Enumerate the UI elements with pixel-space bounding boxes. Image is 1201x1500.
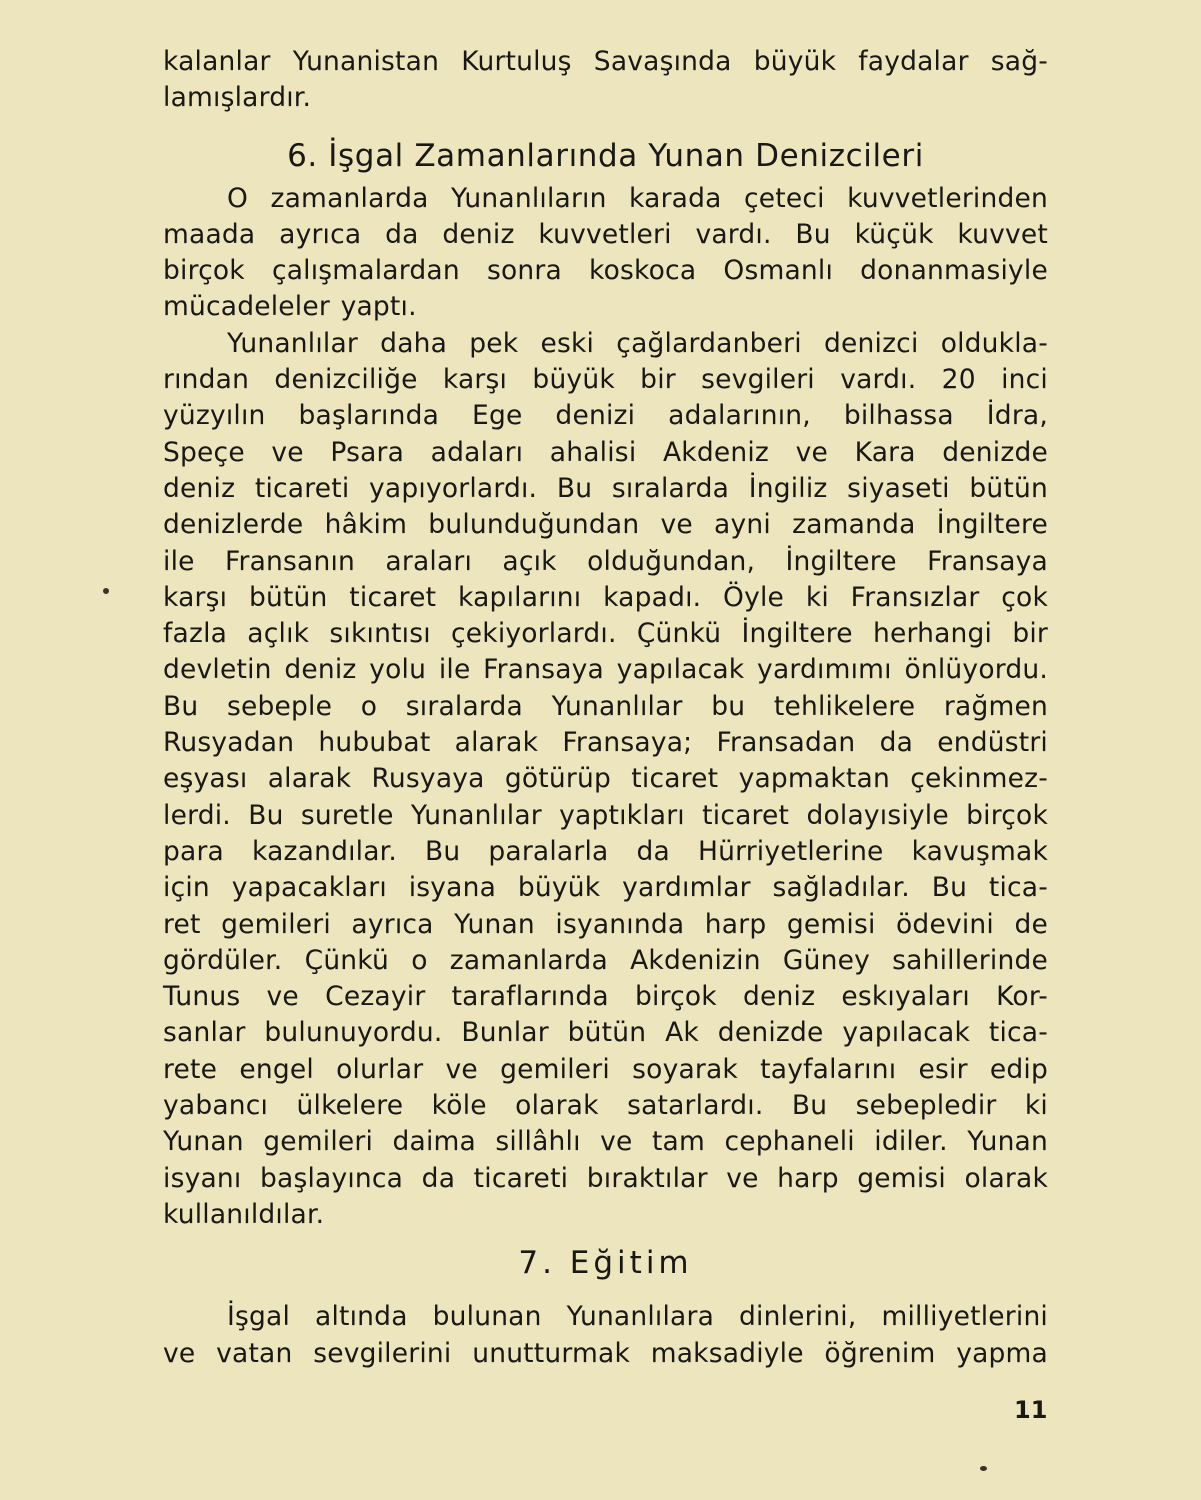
text-line: ret gemileri ayrıca Yunan isyanında harp gemisi ödevini de: [163, 908, 1048, 940]
page-content: [163, 44, 1048, 1372]
text-line: Tunus ve Cezayir taraflarında birçok deniz eskıyaları Kor-: [163, 981, 1048, 1013]
text-line: deniz ticareti yapıyorlardı. Bu sıralarda İngiliz siyaseti bütün: [163, 472, 1048, 504]
text-line: devletin deniz yolu ile Fransaya yapılacak yardımımı önlüyordu.: [163, 654, 1048, 686]
text-line: eşyası alarak Rusyaya götürüp ticaret yapmaktan çekinmez-: [163, 763, 1048, 795]
section-6-paragraph-1: [163, 181, 1048, 326]
text-line: yabancı ülkelere köle olarak satarlardı. Bu sebepledir ki: [163, 1090, 1048, 1122]
text-line: lamışlardır.: [163, 82, 312, 114]
section-6-heading: 6. İşgal Zamanlarında Yunan Denizcileri: [287, 137, 924, 174]
text-line: birçok çalışmalardan sonra koskoca Osmanlı donanmasiyle: [163, 255, 1048, 287]
page-number: 11: [1014, 1396, 1048, 1424]
text-line: fazla açlık sıkıntısı çekiyorlardı. Çünkü İngiltere herhangi bir: [163, 618, 1048, 650]
text-line: Rusyadan hububat alarak Fransaya; Fransadan da endüstri: [163, 727, 1048, 759]
text-line: ve vatan sevgilerini unutturmak maksadiyle öğrenim yapma: [163, 1337, 1048, 1369]
section-7-heading: 7. Eğitim: [518, 1245, 693, 1282]
text-line: Bu sebeple o sıralarda Yunanlılar bu tehlikelere rağmen: [163, 690, 1048, 722]
text-line: lerdi. Bu suretle Yunanlılar yaptıkları ticaret dolayısiyle birçok: [163, 799, 1048, 831]
intro-paragraph: [163, 44, 1048, 117]
paper-speck: [980, 1466, 987, 1471]
section-7-paragraph-1: [163, 1299, 1048, 1372]
text-line: Speçe ve Psara adaları ahalisi Akdeniz ve Kara denizde: [163, 436, 1048, 468]
text-line: kalanlar Yunanistan Kurtuluş Savaşında büyük faydalar sağ-: [163, 46, 1048, 77]
text-line: ile Fransanın araları açık olduğundan, İngiltere Fransaya: [163, 545, 1048, 577]
paper-speck: [103, 588, 109, 594]
text-line: Yunanlılar daha pek eski çağlardanberi denizci oldukla-: [227, 327, 1048, 359]
text-line: para kazandılar. Bu paralarla da Hürriyetlerine kavuşmak: [163, 835, 1048, 867]
text-line: denizlerde hâkim bulunduğundan ve ayni zamanda İngiltere: [163, 509, 1048, 541]
text-line: kullanıldılar.: [163, 1198, 325, 1230]
text-line: rından denizciliğe karşı büyük bir sevgileri vardı. 20 inci: [163, 364, 1048, 396]
text-line: Yunan gemileri daima sillâhlı ve tam cephaneli idiler. Yunan: [163, 1126, 1048, 1158]
text-line: sanlar bulunuyordu. Bunlar bütün Ak denizde yapılacak tica-: [163, 1017, 1048, 1049]
section-6-paragraph-2: [163, 326, 1048, 1233]
text-line: gördüler. Çünkü o zamanlarda Akdenizin Güney sahillerinde: [163, 944, 1048, 976]
text-line: rete engel olurlar ve gemileri soyarak tayfalarını esir edip: [163, 1053, 1048, 1085]
text-line: için yapacakları isyana büyük yardımlar sağladılar. Bu tica-: [163, 872, 1048, 904]
text-line: mücadeleler yaptı.: [163, 291, 417, 323]
text-line: maada ayrıca da deniz kuvvetleri vardı. Bu küçük kuvvet: [163, 218, 1048, 250]
text-line: isyanı başlayınca da ticareti bıraktılar ve harp gemisi olarak: [163, 1162, 1048, 1194]
text-line: İşgal altında bulunan Yunanlılara dinlerini, milliyetlerini: [227, 1301, 1048, 1333]
text-line: karşı bütün ticaret kapılarını kapadı. Öyle ki Fransızlar çok: [163, 581, 1048, 613]
text-line: yüzyılın başlarında Ege denizi adalarının, bilhassa İdra,: [163, 400, 1048, 432]
text-line: O zamanlarda Yunanlıların karada çeteci kuvvetlerinden: [227, 182, 1048, 214]
